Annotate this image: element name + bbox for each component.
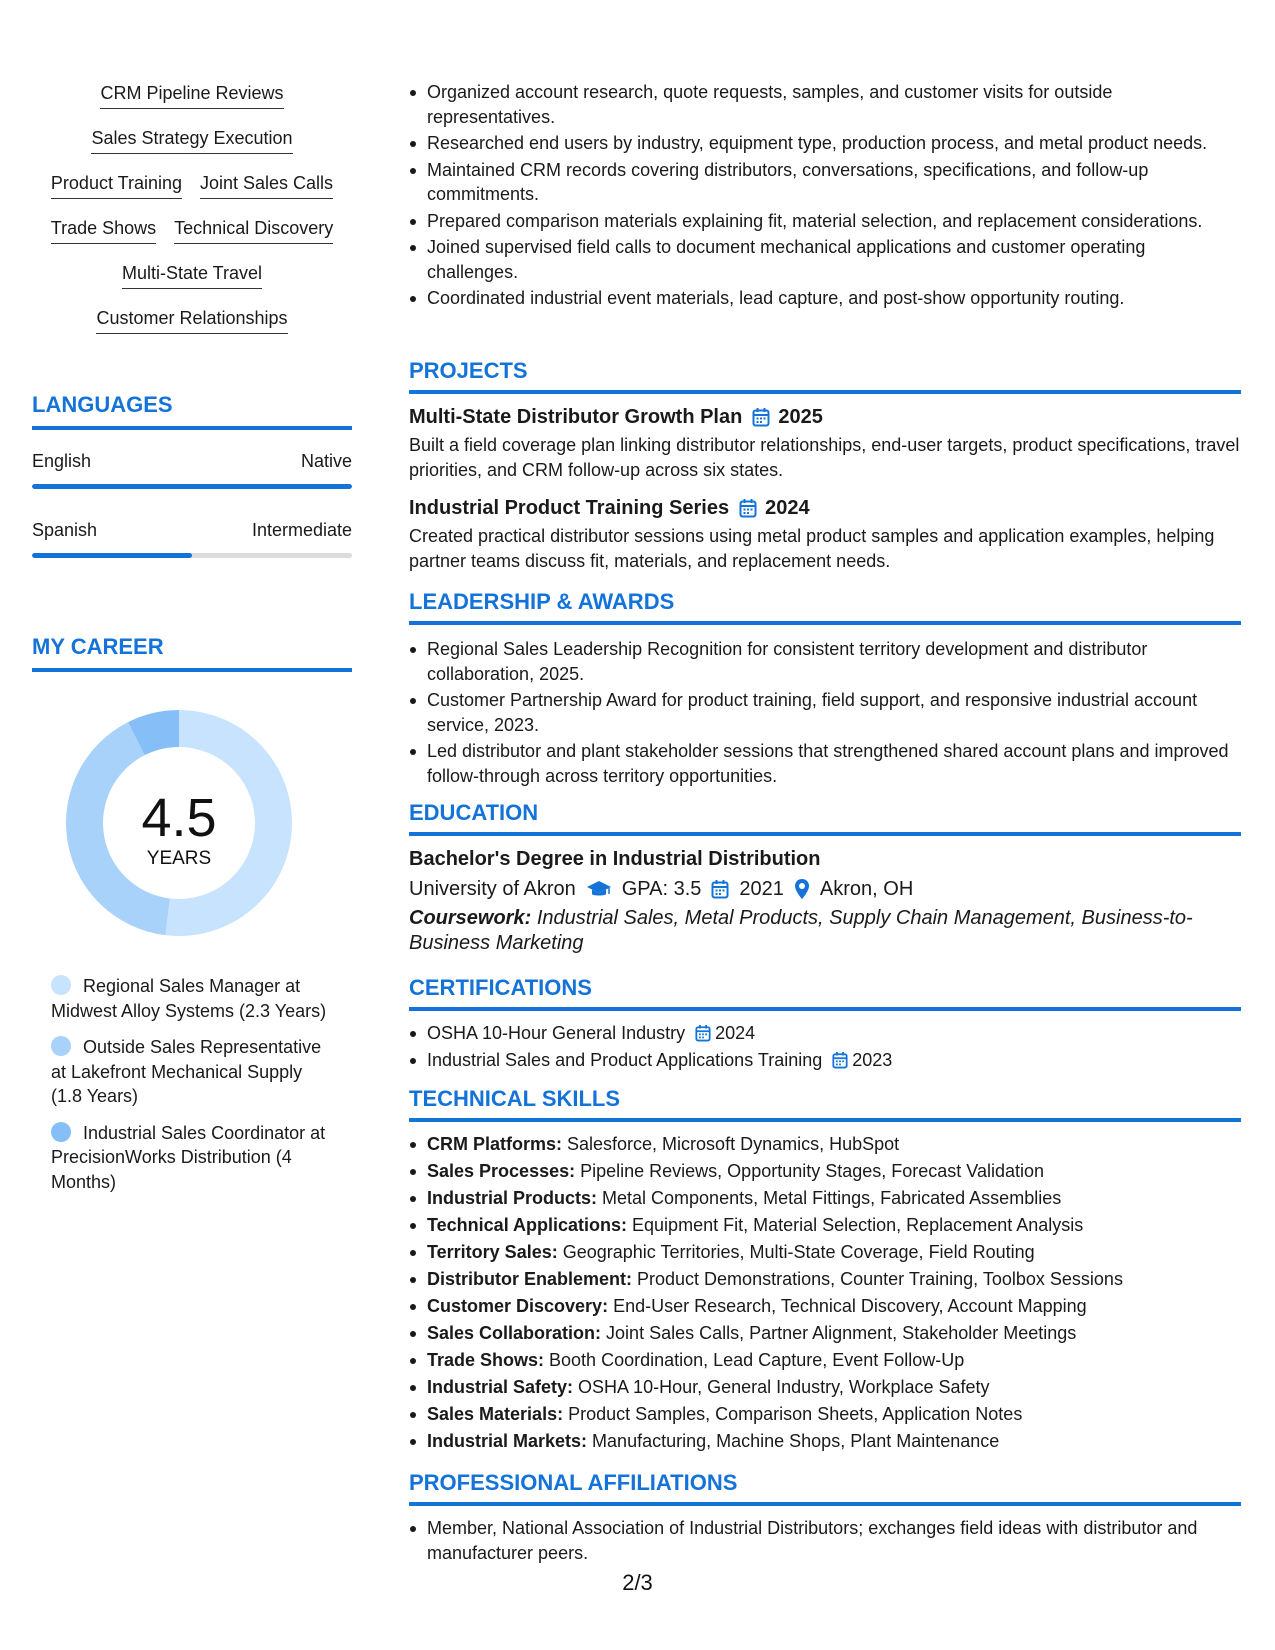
project-title: Multi-State Distributor Growth Plan: [409, 406, 743, 428]
legend-label: Regional Sales Manager at Midwest Alloy Systems (2.3 Years): [51, 976, 327, 1021]
experience-bullets: [409, 80, 1241, 313]
skill-item: [409, 1294, 1241, 1319]
skill-tag: Joint Sales Calls: [200, 172, 333, 199]
graduation-year: 2021: [739, 878, 784, 900]
legend-item: [51, 1035, 336, 1109]
skill-value: Equipment Fit, Material Selection, Replacement Analysis: [627, 1215, 1084, 1235]
list-item: Customer Partnership Award for product training, field support, and responsive industrial account service, 2023.: [409, 688, 1241, 737]
skill-row: [32, 172, 352, 217]
education-details: [409, 876, 1241, 902]
project-description: Created practical distributor sessions using metal product samples and application examples, helping partner teams discuss fit, materials, and replacement needs.: [409, 526, 1215, 571]
skill-row: [32, 262, 352, 307]
language-name: English: [32, 451, 92, 471]
skill-value: Joint Sales Calls, Partner Alignment, Stakeholder Meetings: [601, 1323, 1077, 1343]
languages-heading: LANGUAGES: [32, 392, 352, 430]
skill-value: Manufacturing, Machine Shops, Plant Maintenance: [587, 1431, 1000, 1451]
school-name: University of Akron: [409, 878, 576, 900]
language-bar: [32, 484, 352, 489]
certification-name: Industrial Sales and Product Applications Training: [427, 1049, 823, 1070]
education-section: [409, 800, 1241, 956]
skill-row: [32, 82, 352, 127]
location-pin-icon: [794, 878, 810, 900]
career-legend: [51, 974, 336, 1206]
skill-item: [409, 1321, 1241, 1346]
page-number: 2/3: [622, 1570, 653, 1595]
skill-tags: [32, 82, 352, 352]
skill-tag: Technical Discovery: [174, 217, 333, 244]
skill-value: End-User Research, Technical Discovery, Account Mapping: [608, 1296, 1087, 1316]
legend-label: Industrial Sales Coordinator at PrecisionWorks Distribution (4 Months): [51, 1122, 326, 1192]
career-unit: YEARS: [146, 848, 212, 869]
skill-label: Technical Applications:: [427, 1215, 628, 1235]
skill-value: Pipeline Reviews, Opportunity Stages, Forecast Validation: [575, 1161, 1045, 1181]
skill-value: Geographic Territories, Multi-State Coverage, Field Routing: [557, 1242, 1035, 1262]
legend-label: Outside Sales Representative at Lakefront Mechanical Supply (1.8 Years): [51, 1037, 322, 1106]
projects-section: [409, 358, 1241, 574]
skill-label: Distributor Enablement:: [427, 1269, 633, 1289]
skill-item: [409, 1267, 1241, 1292]
language-level: Native: [300, 451, 352, 471]
skill-label: Industrial Products:: [427, 1188, 598, 1208]
coursework-label: Coursework:: [409, 907, 532, 929]
project-year: 2025: [778, 406, 823, 428]
list-item: Researched end users by industry, equipment type, production process, and metal product needs.: [409, 131, 1241, 156]
legend-item: [51, 974, 336, 1023]
section-heading: TECHNICAL SKILLS: [409, 1086, 1241, 1122]
skill-tag: CRM Pipeline Reviews: [100, 82, 283, 109]
language-item: [32, 519, 352, 558]
language-bar-fill: [32, 553, 192, 558]
skill-item: [409, 1402, 1241, 1427]
skill-value: OSHA 10-Hour, General Industry, Workplace Safety: [573, 1377, 990, 1397]
calendar-icon: [752, 407, 770, 427]
skill-label: Industrial Safety:: [427, 1377, 574, 1397]
project-item: [409, 404, 1241, 483]
calendar-icon: [695, 1024, 711, 1042]
section-heading: LEADERSHIP & AWARDS: [409, 589, 1241, 625]
skill-label: Customer Discovery:: [427, 1296, 609, 1316]
skill-item: [409, 1375, 1241, 1400]
list-item: Member, National Association of Industrial Distributors; exchanges field ideas with distributor and manufacturer peers.: [409, 1516, 1241, 1565]
certifications-section: [409, 975, 1241, 1074]
leadership-section: [409, 589, 1241, 790]
list-item: Led distributor and plant stakeholder sessions that strengthened shared account plans and improved follow-through across territory opportunities.: [409, 739, 1241, 788]
skill-item: [409, 1159, 1241, 1184]
technical-skills-section: [409, 1086, 1241, 1456]
calendar-icon: [739, 498, 757, 518]
skill-tag: Trade Shows: [51, 217, 156, 244]
skill-item: [409, 1240, 1241, 1265]
skill-value: Product Demonstrations, Counter Training, Toolbox Sessions: [632, 1269, 1123, 1289]
skill-item: [409, 1132, 1241, 1157]
language-item: [32, 450, 352, 489]
legend-item: [51, 1121, 336, 1195]
skill-tag: Product Training: [51, 172, 182, 199]
skill-tag: Customer Relationships: [96, 307, 287, 334]
skill-label: Sales Materials:: [427, 1404, 564, 1424]
skill-value: Booth Coordination, Lead Capture, Event Follow-Up: [544, 1350, 965, 1370]
skill-tag: Sales Strategy Execution: [91, 127, 292, 154]
language-level: Intermediate: [251, 520, 352, 540]
affiliations-section: [409, 1470, 1241, 1567]
certification-year: 2024: [715, 1023, 756, 1043]
school-location: Akron, OH: [819, 878, 914, 900]
list-item: Regional Sales Leadership Recognition for consistent territory development and distributor collaboration, 2025.: [409, 637, 1241, 686]
coursework: [409, 906, 1241, 956]
certification-year: 2023: [852, 1049, 893, 1070]
skill-row: [32, 307, 352, 352]
career-total: 4.5: [141, 788, 217, 848]
coursework-list: Industrial Sales, Metal Products, Supply Chain Management, Business-to-Business Marketing: [409, 907, 1193, 954]
skill-label: Industrial Markets:: [427, 1431, 588, 1451]
list-item: Prepared comparison materials explaining fit, material selection, and replacement considerations.: [409, 209, 1241, 234]
graduation-cap-icon: [586, 879, 612, 899]
project-title: Industrial Product Training Series: [409, 497, 730, 519]
skill-label: Sales Processes:: [427, 1161, 576, 1181]
list-item: Joined supervised field calls to document mechanical applications and customer operating challenges.: [409, 235, 1241, 284]
section-heading: PROJECTS: [409, 358, 1241, 394]
section-heading: PROFESSIONAL AFFILIATIONS: [409, 1470, 1241, 1506]
skill-label: Territory Sales:: [427, 1242, 558, 1262]
skill-item: [409, 1348, 1241, 1373]
skill-item: [409, 1429, 1241, 1454]
legend-dot: [51, 1122, 71, 1142]
language-bar: [32, 553, 352, 558]
project-item: [409, 495, 1241, 574]
calendar-icon: [711, 879, 729, 899]
certification-item: [409, 1021, 1241, 1046]
skill-row: [32, 217, 352, 262]
calendar-icon: [832, 1051, 848, 1069]
legend-dot: [51, 975, 71, 995]
gpa: GPA: 3.5: [621, 878, 702, 900]
career-heading: MY CAREER: [32, 634, 352, 672]
section-heading: CERTIFICATIONS: [409, 975, 1241, 1011]
skill-item: [409, 1186, 1241, 1211]
certification-item: [409, 1048, 1241, 1073]
list-item: Maintained CRM records covering distributors, conversations, specifications, and follow-up commitments.: [409, 158, 1241, 207]
skill-row: [32, 127, 352, 172]
list-item: Coordinated industrial event materials, lead capture, and post-show opportunity routing.: [409, 286, 1241, 311]
skill-value: Metal Components, Metal Fittings, Fabricated Assemblies: [597, 1188, 1062, 1208]
language-name: Spanish: [32, 520, 98, 540]
skill-item: [409, 1213, 1241, 1238]
project-year: 2024: [765, 497, 810, 519]
project-description: Built a field coverage plan linking distributor relationships, end-user targets, product specifications, travel priorities, and CRM follow-up across six states.: [409, 435, 1240, 480]
skill-label: Trade Shows:: [427, 1350, 545, 1370]
section-heading: EDUCATION: [409, 800, 1241, 836]
degree-title: Bachelor's Degree in Industrial Distribution: [409, 848, 821, 870]
certification-name: OSHA 10-Hour General Industry: [427, 1023, 686, 1043]
skill-value: Product Samples, Comparison Sheets, Application Notes: [563, 1404, 1023, 1424]
language-bar-fill: [32, 484, 352, 489]
list-item: Organized account research, quote requests, samples, and customer visits for outside representatives.: [409, 80, 1241, 129]
legend-dot: [51, 1036, 71, 1056]
skill-label: CRM Platforms:: [427, 1134, 563, 1154]
skill-label: Sales Collaboration:: [427, 1323, 602, 1343]
skill-tag: Multi-State Travel: [122, 262, 262, 289]
skill-value: Salesforce, Microsoft Dynamics, HubSpot: [562, 1134, 900, 1154]
